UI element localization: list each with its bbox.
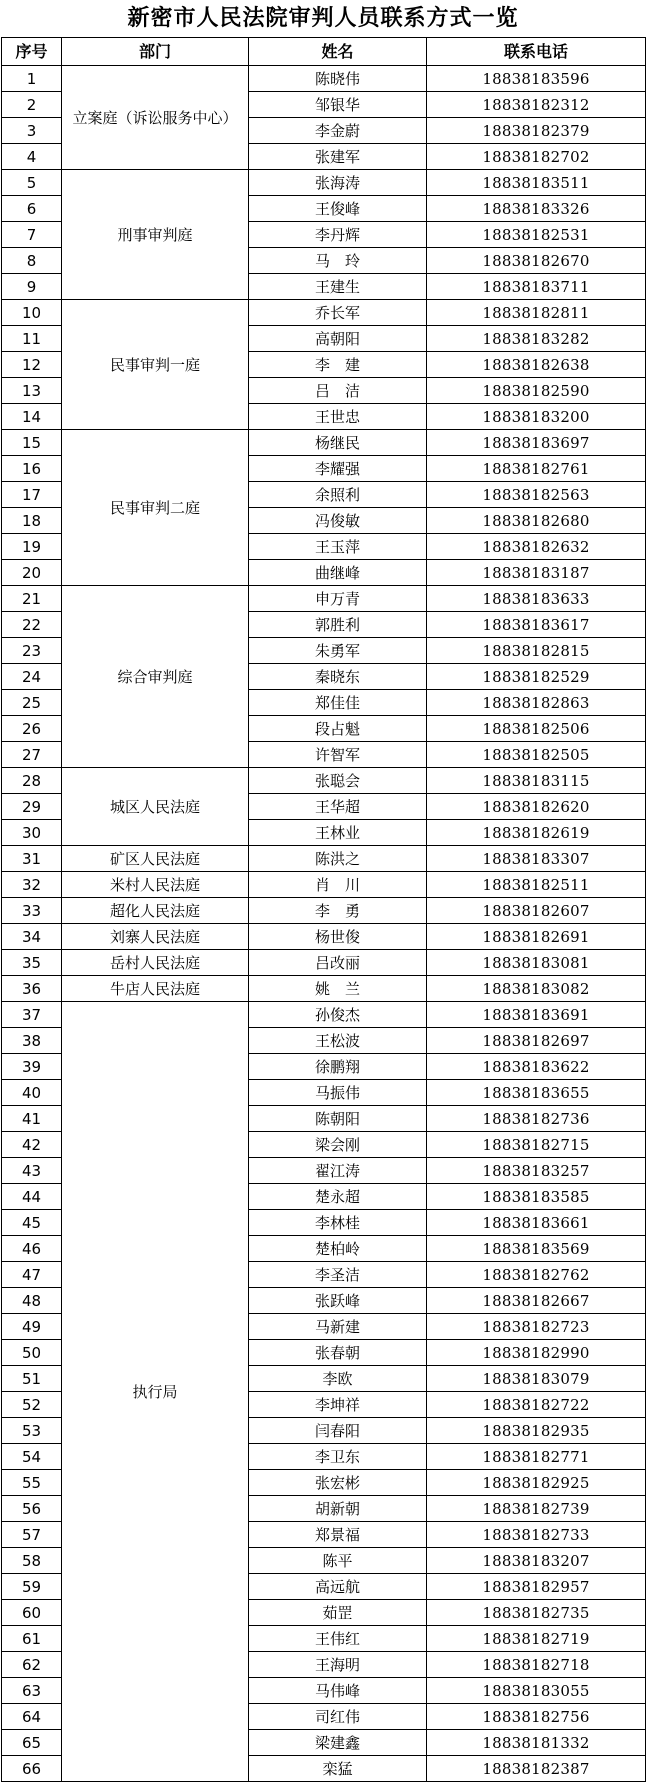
name-cell: 姚 兰 xyxy=(249,976,427,1002)
header-name: 姓名 xyxy=(249,38,427,66)
phone-cell: 18838182735 xyxy=(427,1600,646,1626)
serial-number-cell: 66 xyxy=(2,1756,62,1782)
serial-number-cell: 62 xyxy=(2,1652,62,1678)
phone-cell: 18838183511 xyxy=(427,170,646,196)
phone-cell: 18838182529 xyxy=(427,664,646,690)
phone-cell: 18838182590 xyxy=(427,378,646,404)
name-cell: 王林业 xyxy=(249,820,427,846)
name-cell: 郑景福 xyxy=(249,1522,427,1548)
serial-number-cell: 7 xyxy=(2,222,62,248)
name-cell: 吕改丽 xyxy=(249,950,427,976)
name-cell: 王华超 xyxy=(249,794,427,820)
table-row xyxy=(2,898,646,924)
serial-number-cell: 9 xyxy=(2,274,62,300)
serial-number-cell: 27 xyxy=(2,742,62,768)
phone-cell: 18838183585 xyxy=(427,1184,646,1210)
serial-number-cell: 57 xyxy=(2,1522,62,1548)
department-cell: 城区人民法庭 xyxy=(62,768,249,846)
name-cell: 陈洪之 xyxy=(249,846,427,872)
table-row xyxy=(2,872,646,898)
name-cell: 张春朝 xyxy=(249,1340,427,1366)
phone-cell: 18838182563 xyxy=(427,482,646,508)
name-cell: 李坤祥 xyxy=(249,1392,427,1418)
phone-cell: 18838182505 xyxy=(427,742,646,768)
table-row xyxy=(2,846,646,872)
department-cell: 民事审判二庭 xyxy=(62,430,249,586)
name-cell: 王世忠 xyxy=(249,404,427,430)
serial-number-cell: 63 xyxy=(2,1678,62,1704)
header-department: 部门 xyxy=(62,38,249,66)
phone-cell: 18838182531 xyxy=(427,222,646,248)
phone-cell: 18838182619 xyxy=(427,820,646,846)
phone-cell: 18838181332 xyxy=(427,1730,646,1756)
phone-cell: 18838182811 xyxy=(427,300,646,326)
department-cell: 米村人民法庭 xyxy=(62,872,249,898)
serial-number-cell: 52 xyxy=(2,1392,62,1418)
serial-number-cell: 51 xyxy=(2,1366,62,1392)
name-cell: 杨继民 xyxy=(249,430,427,456)
phone-cell: 18838182620 xyxy=(427,794,646,820)
serial-number-cell: 49 xyxy=(2,1314,62,1340)
phone-cell: 18838183115 xyxy=(427,768,646,794)
name-cell: 李卫东 xyxy=(249,1444,427,1470)
name-cell: 马 玲 xyxy=(249,248,427,274)
serial-number-cell: 24 xyxy=(2,664,62,690)
phone-cell: 18838183307 xyxy=(427,846,646,872)
serial-number-cell: 20 xyxy=(2,560,62,586)
name-cell: 张宏彬 xyxy=(249,1470,427,1496)
phone-cell: 18838182935 xyxy=(427,1418,646,1444)
name-cell: 梁建鑫 xyxy=(249,1730,427,1756)
name-cell: 孙俊杰 xyxy=(249,1002,427,1028)
phone-cell: 18838182756 xyxy=(427,1704,646,1730)
serial-number-cell: 29 xyxy=(2,794,62,820)
name-cell: 李耀强 xyxy=(249,456,427,482)
phone-cell: 18838182733 xyxy=(427,1522,646,1548)
phone-cell: 18838182387 xyxy=(427,1756,646,1782)
header-phone: 联系电话 xyxy=(427,38,646,66)
serial-number-cell: 38 xyxy=(2,1028,62,1054)
phone-cell: 18838182736 xyxy=(427,1106,646,1132)
phone-cell: 18838183661 xyxy=(427,1210,646,1236)
name-cell: 王俊峰 xyxy=(249,196,427,222)
serial-number-cell: 36 xyxy=(2,976,62,1002)
department-cell: 民事审判一庭 xyxy=(62,300,249,430)
serial-number-cell: 41 xyxy=(2,1106,62,1132)
phone-cell: 18838183655 xyxy=(427,1080,646,1106)
phone-cell: 18838183691 xyxy=(427,1002,646,1028)
serial-number-cell: 2 xyxy=(2,92,62,118)
table-row xyxy=(2,924,646,950)
serial-number-cell: 33 xyxy=(2,898,62,924)
name-cell: 陈晓伟 xyxy=(249,66,427,92)
phone-cell: 18838182762 xyxy=(427,1262,646,1288)
name-cell: 肖 川 xyxy=(249,872,427,898)
serial-number-cell: 55 xyxy=(2,1470,62,1496)
serial-number-cell: 47 xyxy=(2,1262,62,1288)
name-cell: 司红伟 xyxy=(249,1704,427,1730)
table-row xyxy=(2,66,646,92)
name-cell: 李 建 xyxy=(249,352,427,378)
phone-cell: 18838182638 xyxy=(427,352,646,378)
table-row xyxy=(2,430,646,456)
table-row xyxy=(2,586,646,612)
serial-number-cell: 23 xyxy=(2,638,62,664)
serial-number-cell: 45 xyxy=(2,1210,62,1236)
page-title: 新密市人民法院审判人员联系方式一览 xyxy=(127,5,519,31)
phone-cell: 18838183697 xyxy=(427,430,646,456)
name-cell: 栾猛 xyxy=(249,1756,427,1782)
phone-cell: 18838183207 xyxy=(427,1548,646,1574)
phone-cell: 18838182761 xyxy=(427,456,646,482)
name-cell: 秦晓东 xyxy=(249,664,427,690)
phone-cell: 18838183082 xyxy=(427,976,646,1002)
serial-number-cell: 15 xyxy=(2,430,62,456)
serial-number-cell: 5 xyxy=(2,170,62,196)
phone-cell: 18838182702 xyxy=(427,144,646,170)
name-cell: 马伟峰 xyxy=(249,1678,427,1704)
name-cell: 曲继峰 xyxy=(249,560,427,586)
name-cell: 王伟红 xyxy=(249,1626,427,1652)
name-cell: 申万青 xyxy=(249,586,427,612)
phone-cell: 18838182632 xyxy=(427,534,646,560)
phone-cell: 18838182990 xyxy=(427,1340,646,1366)
phone-cell: 18838182691 xyxy=(427,924,646,950)
department-cell: 综合审判庭 xyxy=(62,586,249,768)
name-cell: 杨世俊 xyxy=(249,924,427,950)
serial-number-cell: 37 xyxy=(2,1002,62,1028)
serial-number-cell: 48 xyxy=(2,1288,62,1314)
name-cell: 胡新朝 xyxy=(249,1496,427,1522)
phone-cell: 18838182719 xyxy=(427,1626,646,1652)
name-cell: 许智军 xyxy=(249,742,427,768)
name-cell: 朱勇军 xyxy=(249,638,427,664)
phone-cell: 18838182670 xyxy=(427,248,646,274)
phone-cell: 18838182723 xyxy=(427,1314,646,1340)
phone-cell: 18838182815 xyxy=(427,638,646,664)
table-row xyxy=(2,976,646,1002)
serial-number-cell: 59 xyxy=(2,1574,62,1600)
serial-number-cell: 32 xyxy=(2,872,62,898)
phone-cell: 18838182957 xyxy=(427,1574,646,1600)
name-cell: 张跃峰 xyxy=(249,1288,427,1314)
name-cell: 李丹辉 xyxy=(249,222,427,248)
department-cell: 岳村人民法庭 xyxy=(62,950,249,976)
name-cell: 楚永超 xyxy=(249,1184,427,1210)
phone-cell: 18838183282 xyxy=(427,326,646,352)
name-cell: 李圣洁 xyxy=(249,1262,427,1288)
phone-cell: 18838183596 xyxy=(427,66,646,92)
header-serial-number: 序号 xyxy=(2,38,62,66)
phone-cell: 18838182715 xyxy=(427,1132,646,1158)
phone-cell: 18838182667 xyxy=(427,1288,646,1314)
serial-number-cell: 61 xyxy=(2,1626,62,1652)
name-cell: 张海涛 xyxy=(249,170,427,196)
phone-cell: 18838182722 xyxy=(427,1392,646,1418)
department-cell: 刑事审判庭 xyxy=(62,170,249,300)
table-row xyxy=(2,1002,646,1028)
name-cell: 李欧 xyxy=(249,1366,427,1392)
name-cell: 张聪会 xyxy=(249,768,427,794)
phone-cell: 18838183081 xyxy=(427,950,646,976)
name-cell: 茹罡 xyxy=(249,1600,427,1626)
serial-number-cell: 53 xyxy=(2,1418,62,1444)
name-cell: 乔长军 xyxy=(249,300,427,326)
serial-number-cell: 31 xyxy=(2,846,62,872)
serial-number-cell: 19 xyxy=(2,534,62,560)
serial-number-cell: 10 xyxy=(2,300,62,326)
name-cell: 闫春阳 xyxy=(249,1418,427,1444)
name-cell: 郑佳佳 xyxy=(249,690,427,716)
phone-cell: 18838182680 xyxy=(427,508,646,534)
contact-table xyxy=(1,37,646,1782)
name-cell: 陈朝阳 xyxy=(249,1106,427,1132)
name-cell: 李金蔚 xyxy=(249,118,427,144)
phone-cell: 18838183326 xyxy=(427,196,646,222)
name-cell: 王建生 xyxy=(249,274,427,300)
name-cell: 高远航 xyxy=(249,1574,427,1600)
department-cell: 刘寨人民法庭 xyxy=(62,924,249,950)
table-row xyxy=(2,300,646,326)
serial-number-cell: 46 xyxy=(2,1236,62,1262)
table-row xyxy=(2,950,646,976)
serial-number-cell: 26 xyxy=(2,716,62,742)
serial-number-cell: 43 xyxy=(2,1158,62,1184)
phone-cell: 18838183711 xyxy=(427,274,646,300)
serial-number-cell: 17 xyxy=(2,482,62,508)
department-cell: 立案庭（诉讼服务中心） xyxy=(62,66,249,170)
phone-cell: 18838183200 xyxy=(427,404,646,430)
serial-number-cell: 58 xyxy=(2,1548,62,1574)
serial-number-cell: 54 xyxy=(2,1444,62,1470)
serial-number-cell: 3 xyxy=(2,118,62,144)
name-cell: 郭胜利 xyxy=(249,612,427,638)
name-cell: 马振伟 xyxy=(249,1080,427,1106)
serial-number-cell: 13 xyxy=(2,378,62,404)
serial-number-cell: 18 xyxy=(2,508,62,534)
phone-cell: 18838183569 xyxy=(427,1236,646,1262)
department-cell: 执行局 xyxy=(62,1002,249,1782)
serial-number-cell: 34 xyxy=(2,924,62,950)
serial-number-cell: 4 xyxy=(2,144,62,170)
phone-cell: 18838182379 xyxy=(427,118,646,144)
name-cell: 梁会刚 xyxy=(249,1132,427,1158)
serial-number-cell: 50 xyxy=(2,1340,62,1366)
serial-number-cell: 44 xyxy=(2,1184,62,1210)
table-body xyxy=(2,66,646,1782)
serial-number-cell: 42 xyxy=(2,1132,62,1158)
phone-cell: 18838183633 xyxy=(427,586,646,612)
name-cell: 徐鹏翔 xyxy=(249,1054,427,1080)
name-cell: 段占魁 xyxy=(249,716,427,742)
name-cell: 王海明 xyxy=(249,1652,427,1678)
name-cell: 王玉萍 xyxy=(249,534,427,560)
department-cell: 超化人民法庭 xyxy=(62,898,249,924)
phone-cell: 18838183079 xyxy=(427,1366,646,1392)
table-row xyxy=(2,768,646,794)
serial-number-cell: 28 xyxy=(2,768,62,794)
phone-cell: 18838183187 xyxy=(427,560,646,586)
name-cell: 马新建 xyxy=(249,1314,427,1340)
serial-number-cell: 35 xyxy=(2,950,62,976)
phone-cell: 18838182506 xyxy=(427,716,646,742)
serial-number-cell: 25 xyxy=(2,690,62,716)
serial-number-cell: 64 xyxy=(2,1704,62,1730)
serial-number-cell: 11 xyxy=(2,326,62,352)
serial-number-cell: 65 xyxy=(2,1730,62,1756)
phone-cell: 18838182739 xyxy=(427,1496,646,1522)
phone-cell: 18838182312 xyxy=(427,92,646,118)
name-cell: 余照利 xyxy=(249,482,427,508)
name-cell: 李 勇 xyxy=(249,898,427,924)
serial-number-cell: 21 xyxy=(2,586,62,612)
name-cell: 王松波 xyxy=(249,1028,427,1054)
serial-number-cell: 1 xyxy=(2,66,62,92)
department-cell: 牛店人民法庭 xyxy=(62,976,249,1002)
name-cell: 张建军 xyxy=(249,144,427,170)
name-cell: 翟江涛 xyxy=(249,1158,427,1184)
name-cell: 楚柏岭 xyxy=(249,1236,427,1262)
serial-number-cell: 30 xyxy=(2,820,62,846)
serial-number-cell: 16 xyxy=(2,456,62,482)
table-header-row xyxy=(2,38,646,66)
name-cell: 冯俊敏 xyxy=(249,508,427,534)
phone-cell: 18838182925 xyxy=(427,1470,646,1496)
phone-cell: 18838183617 xyxy=(427,612,646,638)
serial-number-cell: 40 xyxy=(2,1080,62,1106)
serial-number-cell: 60 xyxy=(2,1600,62,1626)
serial-number-cell: 22 xyxy=(2,612,62,638)
phone-cell: 18838182697 xyxy=(427,1028,646,1054)
name-cell: 李林桂 xyxy=(249,1210,427,1236)
name-cell: 吕 洁 xyxy=(249,378,427,404)
phone-cell: 18838183622 xyxy=(427,1054,646,1080)
name-cell: 高朝阳 xyxy=(249,326,427,352)
phone-cell: 18838182771 xyxy=(427,1444,646,1470)
name-cell: 陈平 xyxy=(249,1548,427,1574)
phone-cell: 18838182607 xyxy=(427,898,646,924)
serial-number-cell: 6 xyxy=(2,196,62,222)
phone-cell: 18838182511 xyxy=(427,872,646,898)
phone-cell: 18838183055 xyxy=(427,1678,646,1704)
serial-number-cell: 14 xyxy=(2,404,62,430)
phone-cell: 18838183257 xyxy=(427,1158,646,1184)
phone-cell: 18838182863 xyxy=(427,690,646,716)
serial-number-cell: 56 xyxy=(2,1496,62,1522)
table-row xyxy=(2,170,646,196)
serial-number-cell: 39 xyxy=(2,1054,62,1080)
serial-number-cell: 8 xyxy=(2,248,62,274)
phone-cell: 18838182718 xyxy=(427,1652,646,1678)
serial-number-cell: 12 xyxy=(2,352,62,378)
name-cell: 邹银华 xyxy=(249,92,427,118)
department-cell: 矿区人民法庭 xyxy=(62,846,249,872)
